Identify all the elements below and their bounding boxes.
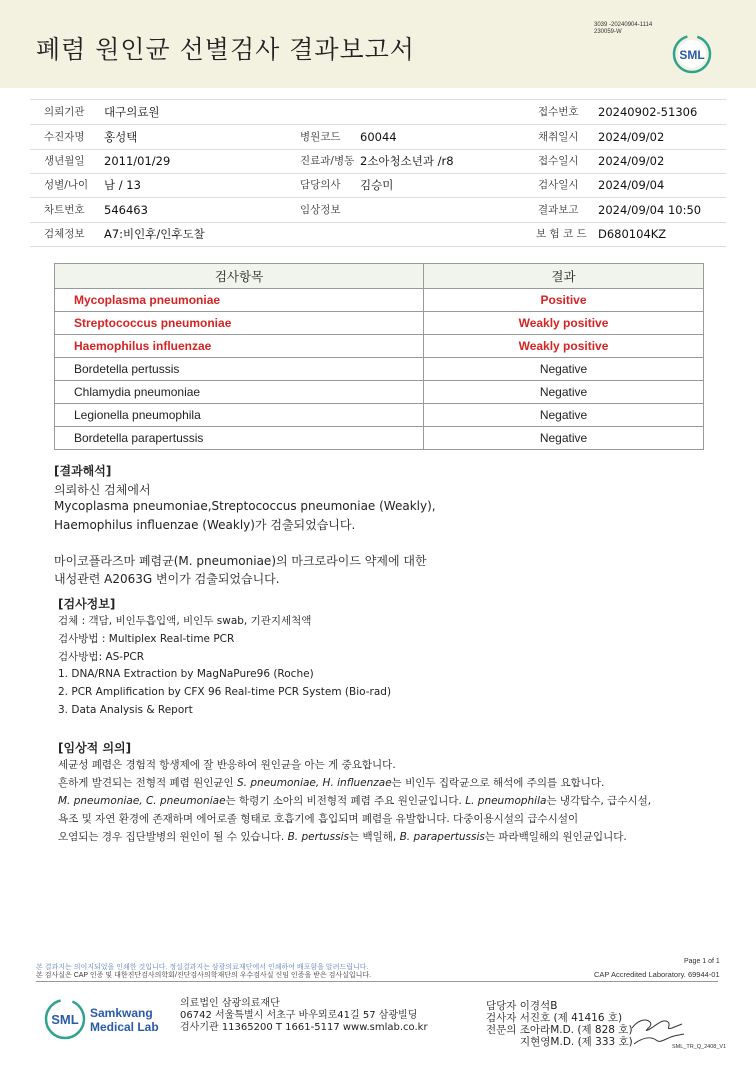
table-row bbox=[55, 381, 704, 404]
test-info-text: 3. Data Analysis & Report bbox=[58, 704, 193, 716]
test-item: Mycoplasma pneumoniae bbox=[55, 289, 424, 312]
org-name: 의료법인 삼광의료재단 bbox=[180, 998, 280, 1009]
table-row bbox=[55, 335, 704, 358]
test-info-text: 2. PCR Amplification by CFX 96 Real-time PCR System (Bio-rad) bbox=[58, 686, 392, 698]
staff-specialist: 지현영M.D. (제 333 호) bbox=[520, 1036, 633, 1048]
sex-age-value: 남 / 13 bbox=[104, 178, 141, 192]
clinical-text: 오염되는 경우 집단발병의 원인이 될 수 있습니다. B. pertussis는 백일해, B. parapertussis는 파라백일해의 원인균입니다. bbox=[58, 831, 627, 843]
test-item: Streptococcus pneumoniae bbox=[55, 312, 424, 335]
test-date-value: 2024/09/04 bbox=[598, 178, 665, 192]
org-contact: 검사기관 11365200 T 1661-5117 www.smlab.co.kr bbox=[180, 1022, 428, 1033]
page-number: Page 1 of 1 bbox=[684, 958, 720, 965]
sex-age-label: 성별/나이 bbox=[44, 179, 89, 191]
institution-value: 대구의료원 bbox=[104, 105, 160, 119]
test-info-text: 1. DNA/RNA Extraction by MagNaPure96 (Roche) bbox=[58, 668, 314, 680]
test-result: Negative bbox=[424, 427, 704, 450]
report-date-value: 2024/09/04 10:50 bbox=[598, 203, 702, 217]
table-header-row bbox=[55, 264, 704, 289]
svg-text:SML: SML bbox=[51, 1012, 79, 1027]
staff-specialist: 전문의 조아라M.D. (제 828 호) bbox=[486, 1024, 633, 1036]
clinical-text: 욕조 및 자연 환경에 존재하며 에어로졸 형태로 호흡기에 흡입되며 폐렴을 유발합니다. 다중이용시설의 급수시설이 bbox=[58, 813, 579, 825]
hospital-code-label: 병원코드 bbox=[300, 131, 341, 143]
specimen-label: 검체정보 bbox=[44, 228, 85, 240]
staff-contact: 담당자 이경석B bbox=[486, 1000, 558, 1012]
clinical-text: 세균성 폐렴은 경험적 항생제에 잘 반응하여 원인균을 아는 게 중요합니다. bbox=[58, 759, 396, 771]
header-item: 검사항목 bbox=[55, 264, 424, 289]
birth-value: 2011/01/29 bbox=[104, 154, 171, 168]
department-label: 진료과/병동 bbox=[300, 155, 355, 167]
test-item: Legionella pneumophila bbox=[55, 404, 424, 427]
logo-name: Medical Lab bbox=[90, 1020, 159, 1034]
report-title: 폐렴 원인균 선별검사 결과보고서 bbox=[36, 35, 415, 64]
receipt-date-label: 접수일시 bbox=[538, 155, 579, 167]
birth-label: 생년월일 bbox=[44, 155, 85, 167]
test-result: Weakly positive bbox=[424, 312, 704, 335]
test-item: Bordetella pertussis bbox=[55, 358, 424, 381]
divider bbox=[30, 246, 726, 247]
patient-name-value: 홍성택 bbox=[104, 130, 138, 144]
table-row bbox=[55, 358, 704, 381]
department-value: 2소아청소년과 /r8 bbox=[360, 154, 454, 168]
svg-text:SML: SML bbox=[679, 48, 705, 62]
test-info-heading: [검사정보] bbox=[58, 597, 116, 611]
chart-no-label: 차트번호 bbox=[44, 204, 85, 216]
report-header bbox=[0, 0, 756, 88]
receipt-date-value: 2024/09/02 bbox=[598, 154, 665, 168]
test-result: Negative bbox=[424, 358, 704, 381]
interpretation-text: Mycoplasma pneumoniae,Streptococcus pneumoniae (Weakly), bbox=[54, 499, 436, 513]
footer-notice: 본 검사실은 CAP 인증 및 대한진단검사의학회/진단검사의학재단의 우수검사실 신임 인증을 받은 검사실입니다. bbox=[36, 972, 372, 979]
test-info-text: 검체 : 객담, 비인두흡입액, 비인두 swab, 기관지세척액 bbox=[58, 615, 312, 627]
interpretation-text: 마이코플라즈마 폐렴균(M. pneumoniae)의 마크로라이드 약제에 대한 bbox=[54, 554, 427, 568]
report-date-label: 결과보고 bbox=[538, 204, 579, 216]
form-code: SML_TR_Q_2408_V1 bbox=[672, 1044, 727, 1050]
logo-name: Samkwang bbox=[90, 1006, 153, 1020]
results-table bbox=[54, 263, 704, 450]
table-row bbox=[55, 427, 704, 450]
receipt-no-label: 접수번호 bbox=[538, 106, 579, 118]
table-row bbox=[55, 312, 704, 335]
receipt-no-value: 20240902-51306 bbox=[598, 105, 698, 119]
table-row bbox=[55, 404, 704, 427]
document-id: 3039 -20240904-1114 230059-W bbox=[594, 22, 653, 35]
org-address: 06742 서울특별시 서초구 바우뫼로41길 57 삼광빌딩 bbox=[180, 1010, 418, 1021]
test-item: Bordetella parapertussis bbox=[55, 427, 424, 450]
doctor-label: 담당의사 bbox=[300, 179, 341, 191]
table-row bbox=[55, 289, 704, 312]
clinical-text: 흔하게 발견되는 전형적 폐렴 원인균인 S. pneumoniae, H. influenzae는 비인두 집락균으로 해석에 주의를 요합니다. bbox=[58, 777, 605, 789]
test-result: Negative bbox=[424, 404, 704, 427]
clinical-text: M. pneumoniae, C. pneumoniae는 학령기 소아의 비전형적 폐렴 주요 원인균입니다. L. pneumophila는 냉각탑수, 급수시설, bbox=[58, 795, 652, 807]
footer-notice: 본 결과지는 의이지되었을 인쇄한 것입니다. 정실결과지는 삼광의료재단에서 인쇄하여 배포함을 알려드립니다. bbox=[36, 964, 369, 971]
test-item: Chlamydia pneumoniae bbox=[55, 381, 424, 404]
doctor-value: 김승미 bbox=[360, 178, 394, 192]
sml-logo-icon bbox=[44, 998, 86, 1040]
clinical-heading: [임상적 의의] bbox=[58, 741, 132, 755]
header-result: 결과 bbox=[424, 264, 704, 289]
collection-date-label: 채취일시 bbox=[538, 131, 579, 143]
specimen-value: A7:비인후/인후도찰 bbox=[104, 227, 205, 241]
chart-no-value: 546463 bbox=[104, 203, 148, 217]
insurance-label: 보 험 코 드 bbox=[536, 228, 587, 240]
footer-divider bbox=[36, 981, 718, 982]
collection-date-value: 2024/09/02 bbox=[598, 130, 665, 144]
hospital-code-value: 60044 bbox=[360, 130, 397, 144]
test-result: Weakly positive bbox=[424, 335, 704, 358]
test-info-text: 검사방법: AS-PCR bbox=[58, 651, 145, 663]
test-info-text: 검사방법 : Multiplex Real-time PCR bbox=[58, 633, 235, 645]
sml-logo-icon bbox=[672, 34, 712, 74]
test-item: Haemophilus influenzae bbox=[55, 335, 424, 358]
interpretation-text: Haemophilus influenzae (Weakly)가 검출되었습니다. bbox=[54, 518, 356, 532]
insurance-value: D680104KZ bbox=[598, 227, 667, 241]
test-result: Positive bbox=[424, 289, 704, 312]
interpretation-text: 내성관련 A2063G 변이가 검출되었습니다. bbox=[54, 572, 280, 586]
test-result: Negative bbox=[424, 381, 704, 404]
patient-name-label: 수진자명 bbox=[44, 131, 85, 143]
staff-tester: 검사자 서진호 (제 41416 호) bbox=[486, 1012, 623, 1024]
interpretation-heading: [결과해석] bbox=[54, 464, 112, 478]
test-date-label: 검사일시 bbox=[538, 179, 579, 191]
institution-label: 의뢰기관 bbox=[44, 106, 85, 118]
interpretation-text: 의뢰하신 검체에서 bbox=[54, 483, 151, 497]
cap-accreditation: CAP Accredited Laboratory. 69944-01 bbox=[594, 970, 720, 979]
clinical-label: 임상정보 bbox=[300, 204, 341, 216]
